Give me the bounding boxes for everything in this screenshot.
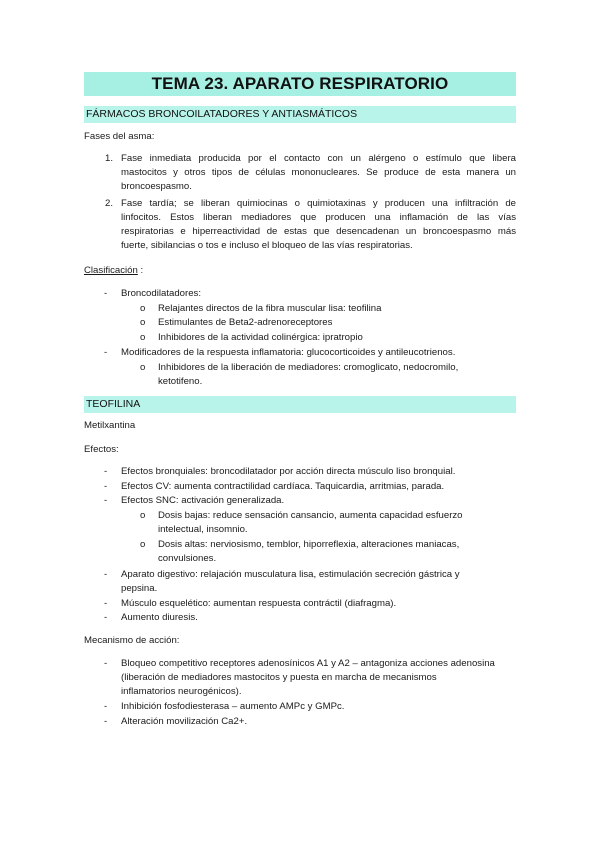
list-item: Dosis bajas: reduce sensación cansancio, aumenta capacidad esfuerzo <box>158 510 463 521</box>
phase-text-line: fuerte, sibilancias o tos e incluso el bloqueo de las vías respiratorias. <box>121 240 413 251</box>
dash-bullet: - <box>104 288 108 299</box>
phase-text-line: linfocitos. Estos liberan mediadores que producen una inflamación de las vías <box>121 212 516 223</box>
list-item: intelectual, insomnio. <box>158 524 248 535</box>
list-item: Inhibición fosfodiesterasa – aumento AMPc y GMPc. <box>121 701 345 712</box>
phase-text-line: Fase inmediata producida por el contacto con un alérgeno o estímulo que libera <box>121 153 516 164</box>
circle-bullet: o <box>140 539 146 550</box>
list-item: Broncodilatadores: <box>121 288 201 299</box>
classification-colon: : <box>140 265 144 276</box>
section-heading-broncodilatadores <box>84 106 516 123</box>
circle-bullet: o <box>140 510 146 521</box>
dash-bullet: - <box>104 481 108 492</box>
mechanism-label: Mecanismo de acción: <box>84 635 180 646</box>
list-item: Aumento diuresis. <box>121 612 198 623</box>
list-item: (liberación de mediadores mastocitos y puesta en marcha de mecanismos <box>121 672 437 683</box>
list-item: Inhibidores de la actividad colinérgica: ipratropio <box>158 332 363 343</box>
dash-bullet: - <box>104 612 108 623</box>
list-item: Relajantes directos de la fibra muscular lisa: teofilina <box>158 303 382 314</box>
list-item: Aparato digestivo: relajación musculatura lisa, estimulación secreción gástrica y <box>121 569 460 580</box>
dash-bullet: - <box>104 598 108 609</box>
phase-number: 2. <box>105 198 114 209</box>
phase-text-line: broncoespasmo. <box>121 181 192 192</box>
dash-bullet: - <box>104 466 108 477</box>
list-item: Efectos bronquiales: broncodilatador por acción directa músculo liso bronquial. <box>121 466 456 477</box>
list-item: Dosis altas: nerviosismo, temblor, hiporreflexia, alteraciones maniacas, <box>158 539 460 550</box>
dash-bullet: - <box>104 347 108 358</box>
phases-label: Fases del asma: <box>84 131 155 142</box>
title-band <box>84 72 516 96</box>
dash-bullet: - <box>104 716 108 727</box>
effects-label: Efectos: <box>84 444 119 455</box>
dash-bullet: - <box>104 495 108 506</box>
list-item: Bloqueo competitivo receptores adenosínicos A1 y A2 – antagoniza acciones adenosina <box>121 658 495 669</box>
list-item: inflamatorios neurogénicos). <box>121 686 242 697</box>
list-item: Efectos SNC: activación generalizada. <box>121 495 285 506</box>
circle-bullet: o <box>140 317 146 328</box>
phase-text-line: Fase tardía; se liberan quimiocinas o quimiotaxinas y producen una infiltración de <box>121 198 516 209</box>
list-item: Músculo esquelético: aumentan respuesta contráctil (diafragma). <box>121 598 397 609</box>
dash-bullet: - <box>104 701 108 712</box>
list-item: convulsiones. <box>158 553 217 564</box>
phase-number: 1. <box>105 153 114 164</box>
dash-bullet: - <box>104 658 108 669</box>
section-heading-text: FÁRMACOS BRONCOILATADORES Y ANTIASMÁTICOS <box>86 108 358 120</box>
classification-label <box>84 264 143 278</box>
phase-text-line: mastocitos y otros tipos de células mononucleares. Se produce de esta manera un <box>121 167 516 178</box>
circle-bullet: o <box>140 303 146 314</box>
page-title: TEMA 23. APARATO RESPIRATORIO <box>151 74 449 93</box>
list-item: Alteración movilización Ca2+. <box>121 716 248 727</box>
list-item: Modificadores de la respuesta inflamatoria: glucocorticoides y antileucotrienos. <box>121 347 456 358</box>
list-item: Inhibidores de la liberación de mediadores: cromoglicato, nedocromilo, <box>158 362 459 373</box>
circle-bullet: o <box>140 362 146 373</box>
list-item: Efectos CV: aumenta contractilidad cardíaca. Taquicardia, arritmias, parada. <box>121 481 445 492</box>
phase-text-line: respiratorias e hiperreactividad de estas que desencadenan un broncoespasmo más <box>121 226 516 237</box>
classification-label-text: Clasificación <box>84 265 138 276</box>
subtitle: Metilxantina <box>84 420 136 431</box>
circle-bullet: o <box>140 332 146 343</box>
list-item: pepsina. <box>121 583 158 594</box>
list-item: ketotifeno. <box>158 376 203 387</box>
dash-bullet: - <box>104 569 108 580</box>
section-heading-text: TEOFILINA <box>86 398 141 410</box>
section-heading-teofilina <box>84 396 516 413</box>
list-item: Estimulantes de Beta2-adrenoreceptores <box>158 317 333 328</box>
